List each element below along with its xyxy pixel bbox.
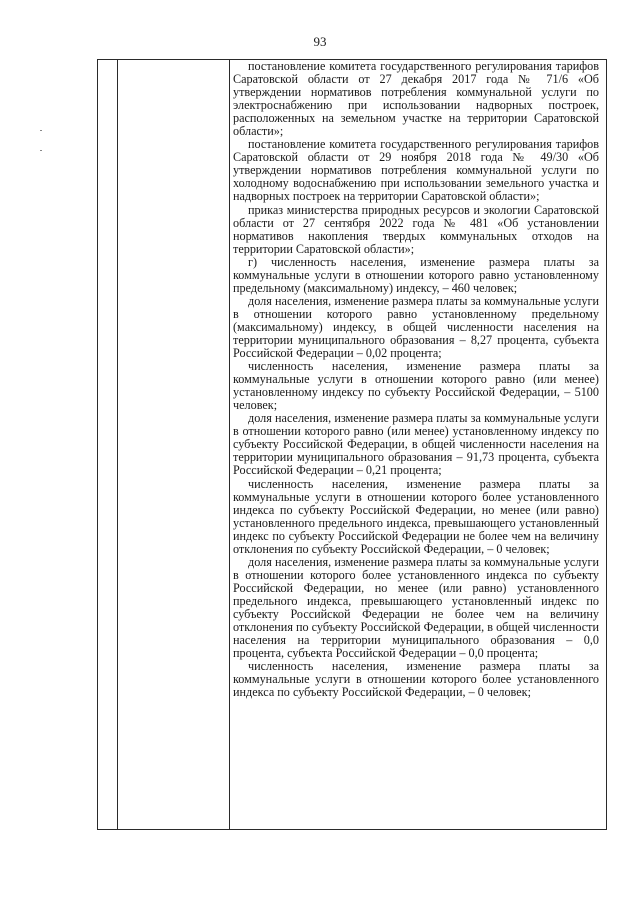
paragraph-order-waste: приказ министерства природных ресурсов и экологии Саратовской области от 27 сентября 2022 года № 481 «Об установлении нормативов накопления твердых коммунальных отходов на территории Саратовской области»; [233,202,599,256]
paragraph-population-above-index: численность населения, изменение размера платы за коммунальные услуги в отношении которого более установленного индекса по субъекту Российской Федерации, но менее (или равно) установленного предельного индекса, превышающего установленный индекс по субъекту Российской Федерации не более чем на величину отклонения по субъекту Российской Федерации, – 0 человек; [233,476,599,556]
document-table [97,59,607,830]
margin-mark [40,150,42,151]
paragraph-resolution-water: постановление комитета государственного регулирования тарифов Саратовской области от 29 ноября 2018 года № 49/30 «Об утверждении нормативов потребления коммунальной услуги по холодному водоснабжению при использовании земельного участка и надворных построек на территории Саратовской области»; [233,137,599,204]
paragraph-share-equal-max-index: доля населения, изменение размера платы за коммунальные услуги в отношении которого равно установленному предельному (максимальному) индексу, в общей численности населения на территории муниципального образования – 8,27 процента, субъекта Российской Федерации – 0,02 процента; [233,293,599,361]
paragraph-population-equal-max-index: г) численность населения, изменение размера платы за коммунальные услуги в отношении которого равно установленному предельному (максимальному) индексу, – 460 человек; [233,254,599,295]
page-number: 93 [313,34,327,49]
paragraph-share-above-index: доля населения, изменение размера платы за коммунальные услуги в отношении которого более установленного индекса по субъекту Российской Федерации, но менее (или равно) установленного предельного индекса, превышающего установленный индекс по субъекту Российской Федерации не более чем на величину отклонения по субъекту Российской Федерации, в общей численности населения на территории муниципального образования – 0,0 процента, субъекта Российской Федерации – 0,0 процента; [233,554,599,661]
table-column-divider [229,60,230,829]
margin-mark [40,130,42,131]
paragraph-resolution-electricity: постановление комитета государственного регулирования тарифов Саратовской области от 27 декабря 2017 года № 71/6 «Об утверждении нормативов потребления коммунальной услуги по электроснабжению при использовании надворных построек, расположенных на земельном участке на территории Саратовской области»; [233,59,599,139]
table-text-cell [233,60,599,699]
paragraph-population-exceeding-index: численность населения, изменение размера платы за коммунальные услуги в отношении которого более установленного индекса по субъекту Российской Федерации, – 0 человек; [233,659,599,700]
paragraph-population-within-index: численность населения, изменение размера платы за коммунальные услуги в отношении которого равно (или менее) установленному индексу по субъекту Российской Федерации, – 5100 человек; [233,359,599,413]
paragraph-share-within-index: доля населения, изменение размера платы за коммунальные услуги в отношении которого равно (или менее) установленному индексу по субъекту Российской Федерации, в общей численности населения на территории муниципального образования – 91,73 процента, субъекта Российской Федерации – 0,21 процента; [233,411,599,478]
table-column-divider [117,60,118,829]
